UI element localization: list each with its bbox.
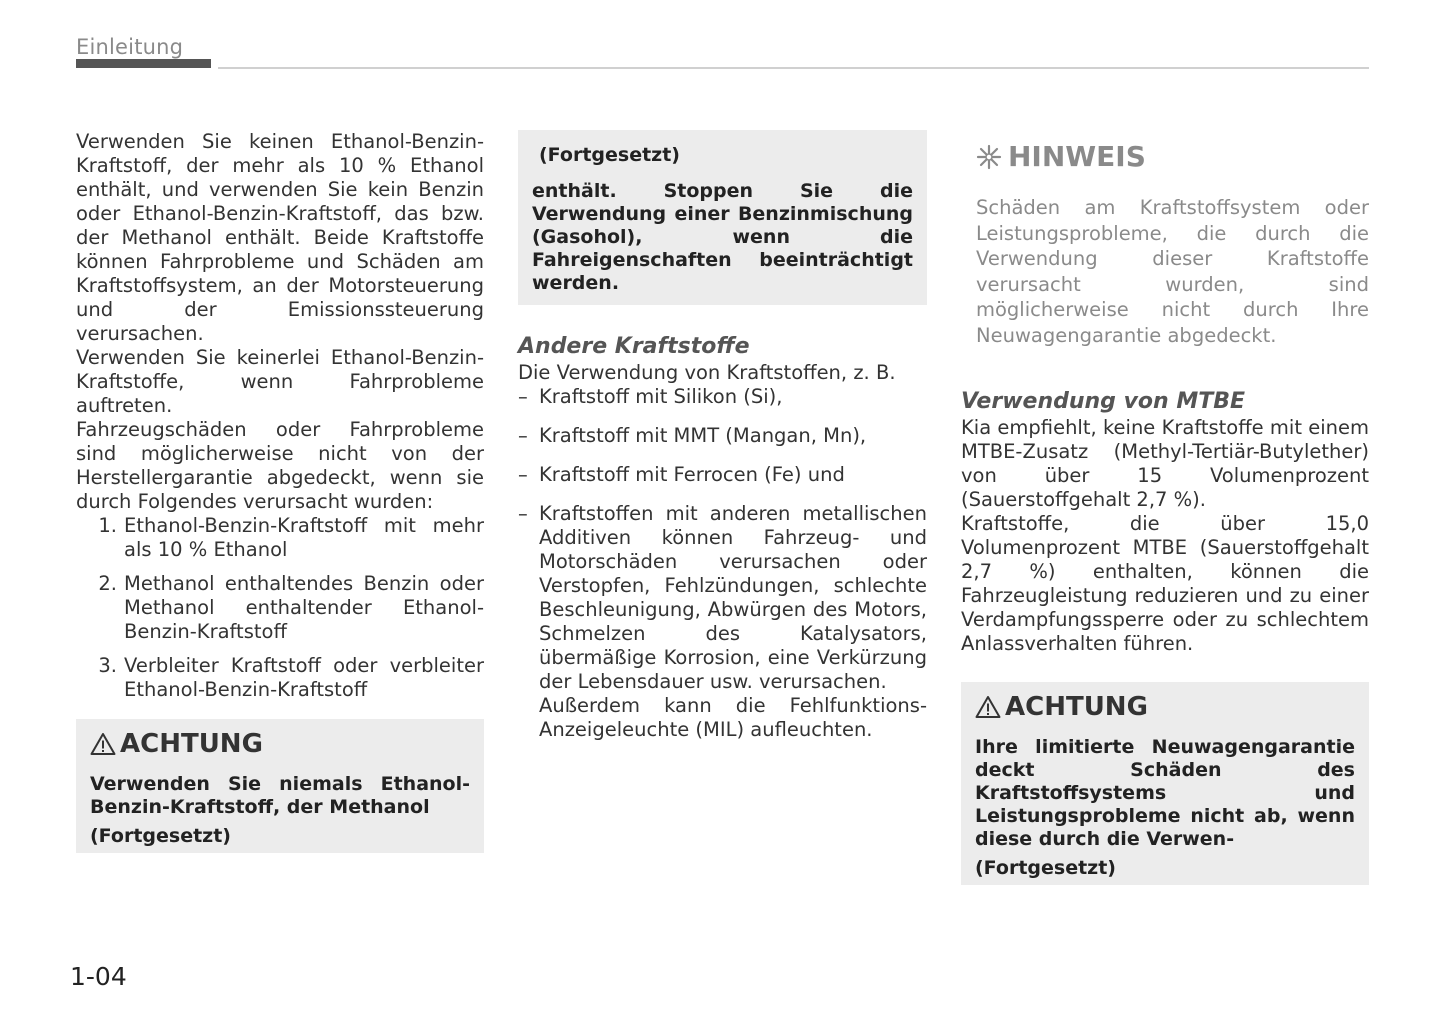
list-number: 3. [98,654,117,677]
warning-text: Verwenden Sie niemals Ethanol-Benzin-Kraftstoff, der Methanol [90,773,470,818]
list-number: 2. [98,572,117,595]
page-number: 1-04 [70,962,127,991]
paragraph: Fahrzeugschäden oder Fahrprobleme sind möglicherweise nicht von der Herstellergarantie abgedeckt, wenn sie durch Folgendes verursacht wurden: [76,418,484,513]
warning-text: Ihre limitierte Neuwagengarantie deckt Schäden des Kraftstoffsystems und Leistungsprobleme nicht ab, wenn diese durch die Verwen- [975,736,1355,850]
list-number: 1. [98,514,117,537]
list-note-text: Außerdem kann die Fehlfunktions-Anzeigeleuchte (MIL) aufleuchten. [539,694,927,741]
list-item [518,502,927,694]
list-item [76,654,484,702]
list-item-text: Verbleiter Kraftstoff oder verbleiter Ethanol-Benzin-Kraftstoff [124,654,484,701]
list-item-text: Methanol enthaltendes Benzin oder Methanol enthaltender Ethanol-Benzin-Kraftstoff [124,572,484,643]
warning-title [90,729,470,759]
list-item-text: Kraftstoff mit Ferrocen (Fe) und [539,463,845,486]
paragraph: Verwenden Sie keinerlei Ethanol-Benzin-Kraftstoffe, wenn Fahrprobleme auftreten. [76,346,484,417]
continued-label: (Fortgesetzt) [975,857,1116,879]
warning-title-text: ACHTUNG [120,729,263,759]
paragraph: Verwenden Sie keinen Ethanol-Benzin-Kraftstoff, der mehr als 10 % Ethanol enthält, und verwenden Sie kein Benzin oder Ethanol-Benzin-Kraftstoff, das bzw. der Methanol enthält. Beide Kraftstoffe können Fahrprobleme und Schäden am Kraftstoffsystem, an der Motorsteuerung und der Emissionssteuerung verursachen. [76,130,484,345]
warning-triangle-icon [90,732,116,756]
list-item [518,385,927,409]
list-item [76,572,484,644]
section-title: Einleitung [76,35,184,59]
column-left [76,130,484,853]
numbered-list [76,514,484,702]
list-item-text: Ethanol-Benzin-Kraftstoff mit mehr als 10 % Ethanol [124,514,484,561]
warning-box-continued [518,130,927,305]
list-dash: – [518,502,528,525]
dash-list [518,385,927,742]
warning-title-text: ACHTUNG [1005,692,1148,722]
list-item [518,424,927,448]
list-dash: – [518,385,528,408]
list-item [518,463,927,487]
list-item-text: Kraftstoff mit Silikon (Si), [539,385,783,408]
warning-triangle-icon [975,695,1001,719]
hinweis-title [976,140,1369,173]
subheading: Verwendung von MTBE [961,389,1246,414]
column-right [961,130,1369,885]
column-middle [518,130,927,757]
subheading: Andere Kraftstoffe [518,334,750,359]
continued-label: (Fortgesetzt) [539,144,680,166]
hinweis-title-text: HINWEIS [1008,140,1146,173]
asterisk-note-icon [976,144,1002,170]
header-rule [218,67,1369,69]
list-dash: – [518,424,528,447]
hinweis-text: Schäden am Kraftstoffsystem oder Leistungsprobleme, die durch die Verwendung dieser Kraftstoffe verursacht wurden, sind möglicherweise nicht durch Ihre Neuwagengarantie abgedeckt. [976,196,1369,347]
paragraph: Die Verwendung von Kraftstoffen, z. B. [518,361,896,384]
list-item [76,514,484,562]
paragraph: Kraftstoffe, die über 15,0 Volumenprozent MTBE (Sauerstoffgehalt 2,7 %) enthalten, können die Fahrzeugleistung reduzieren und zu einer Verdampfungssperre oder zu schlechtem Anlassverhalten führen. [961,512,1369,655]
continued-label: (Fortgesetzt) [90,825,231,847]
warning-box [961,682,1369,885]
paragraph: Kia empfiehlt, keine Kraftstoffe mit einem MTBE-Zusatz (Methyl-Tertiär-Butylether) von über 15 Volumenprozent (Sauerstoffgehalt 2,7 %). [961,416,1369,511]
list-item-text: Kraftstoff mit MMT (Mangan, Mn), [539,424,867,447]
list-dash: – [518,463,528,486]
list-item-text: Kraftstoffen mit anderen metallischen Additiven können Fahrzeug- und Motorschäden verursachen oder Verstopfen, Fehlzündungen, schlechte Beschleunigung, Abwürgen des Motors, Schmelzen des Katalysators, übermäßige Korrosion, eine Verkürzung der Lebensdauer usw. verursachen. [539,502,927,693]
warning-title [975,692,1355,722]
hinweis-note [961,130,1369,348]
list-note [518,694,927,742]
warning-text: enthält. Stoppen Sie die Verwendung einer Benzinmischung (Gasohol), wenn die Fahreigenschaften beeinträchtigt werden. [532,180,913,294]
running-header [76,35,183,59]
header-accent-bar [76,59,211,68]
warning-box [76,719,484,853]
